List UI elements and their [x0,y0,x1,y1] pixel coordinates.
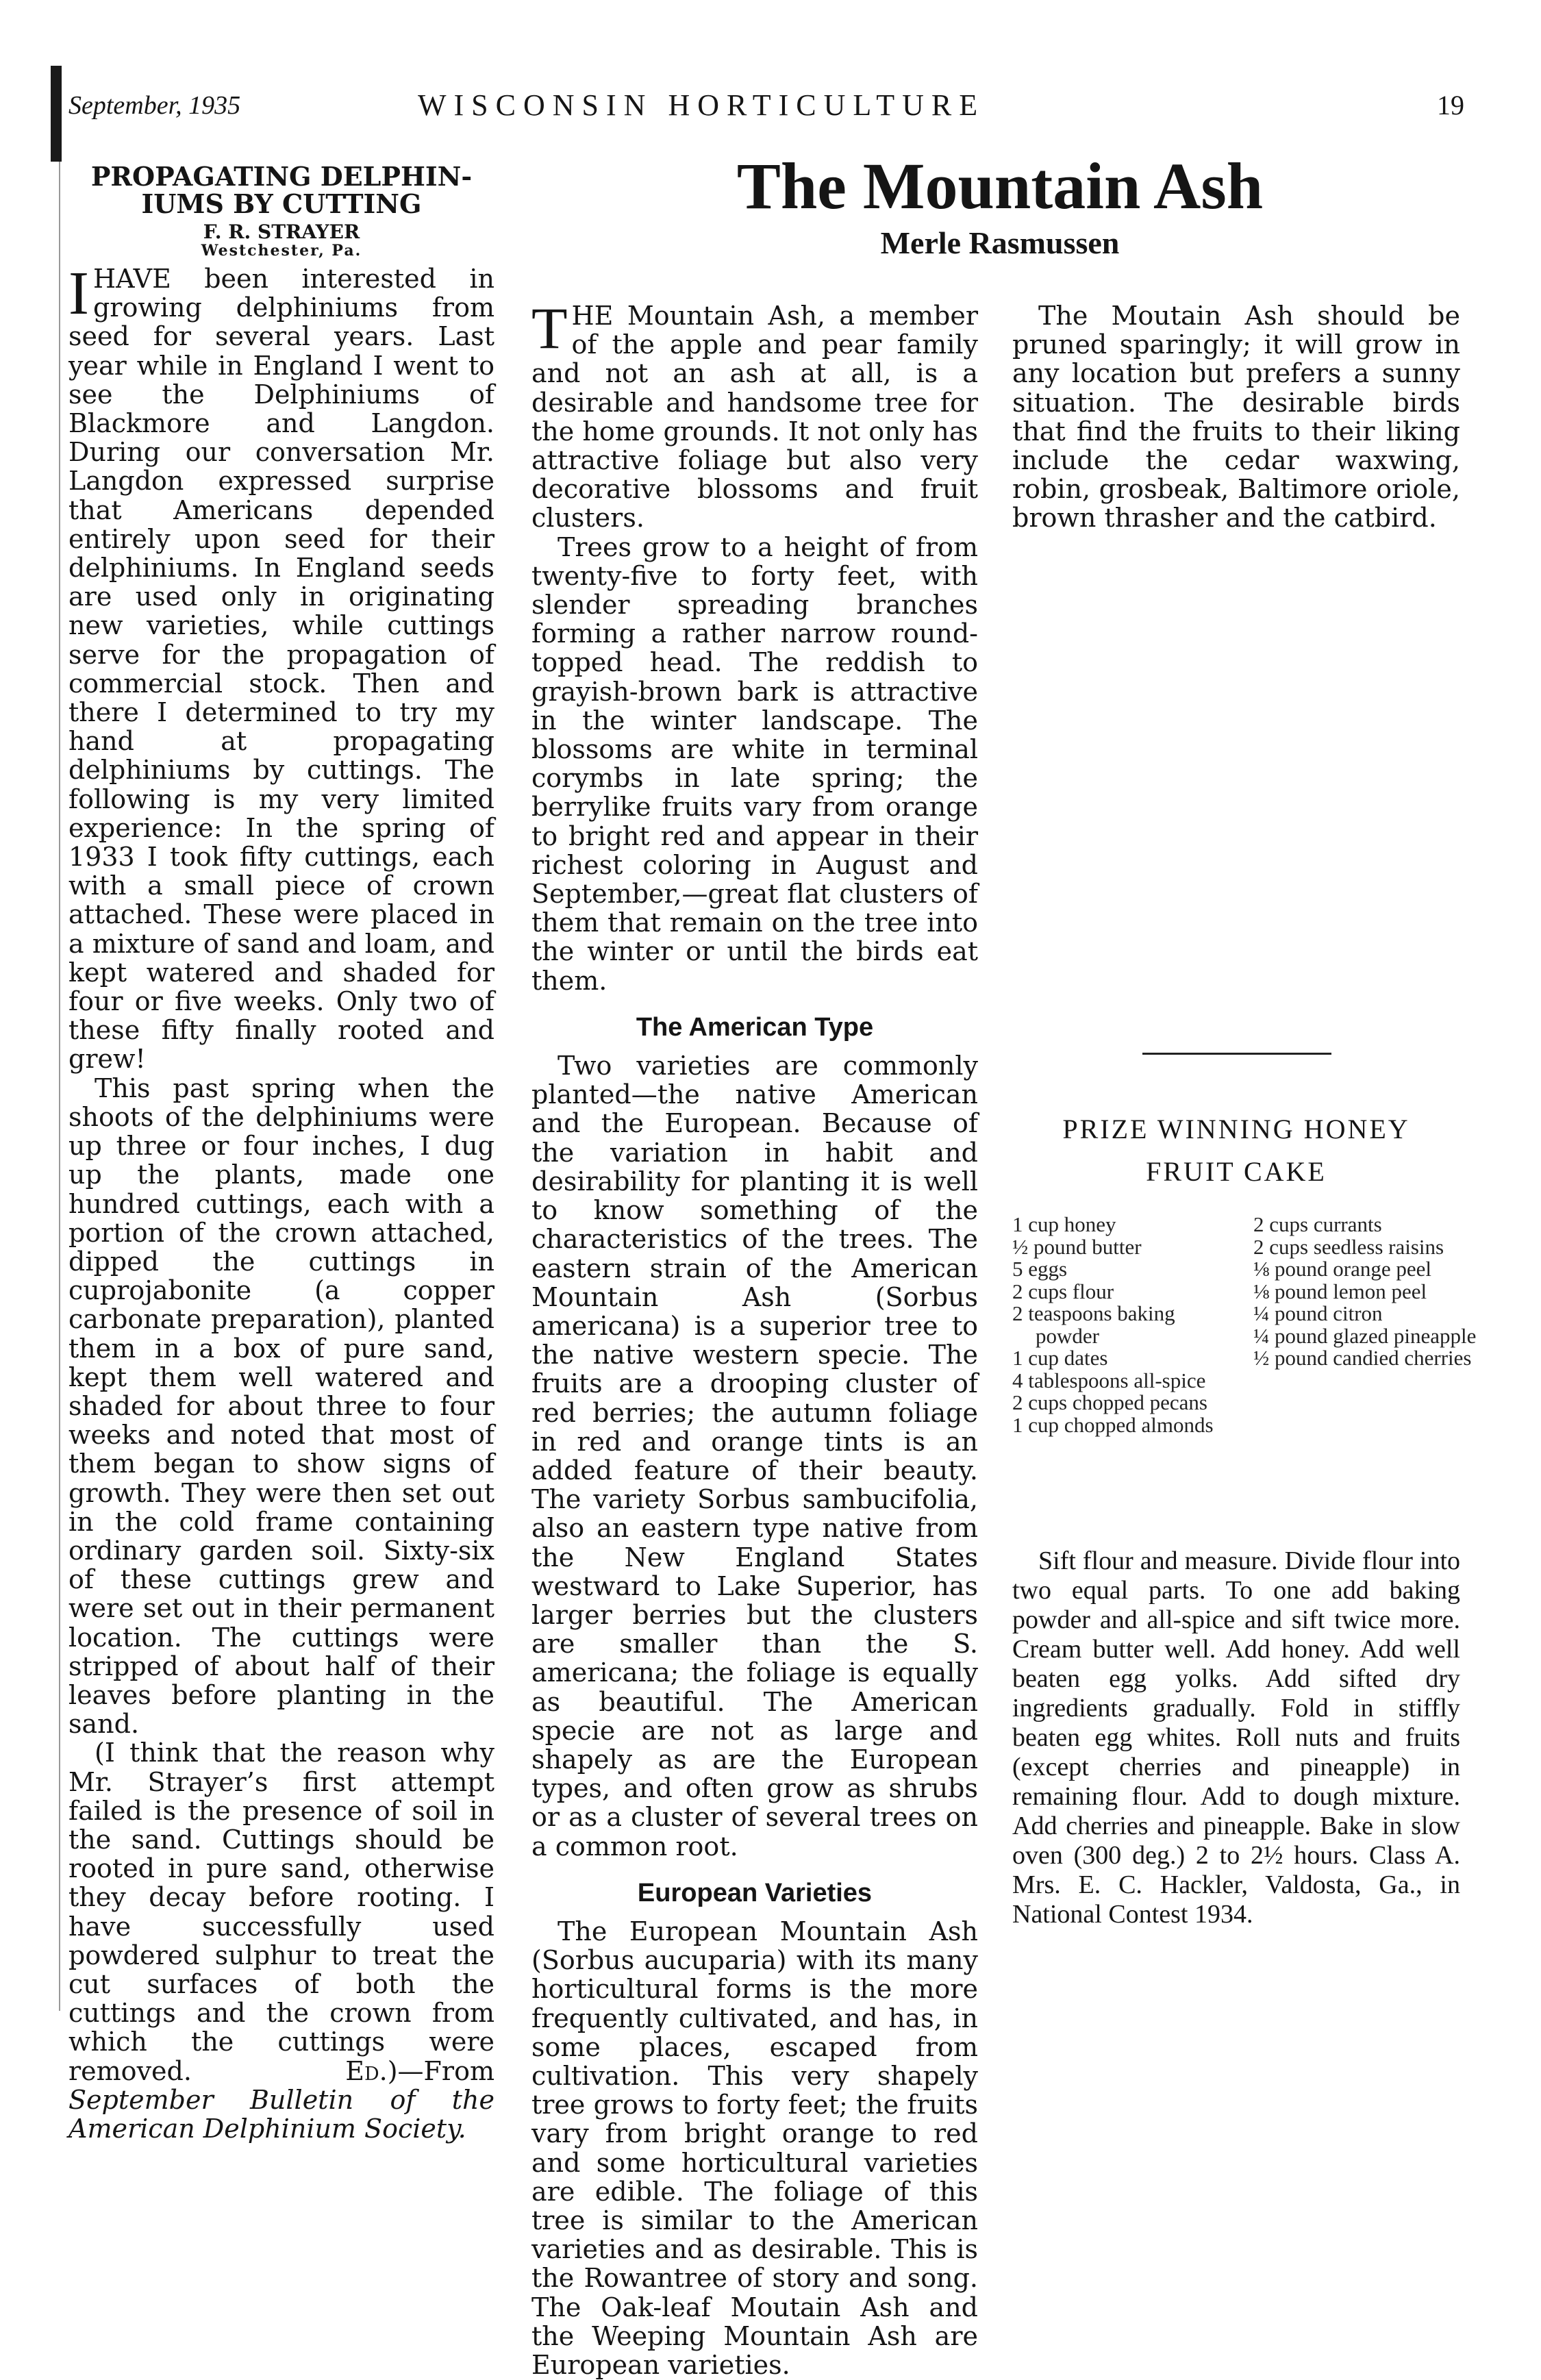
header-date: September, 1935 [68,91,241,120]
delphinium-dropcap: I [68,260,89,327]
mountain-ash-paragraph-1 [531,295,978,534]
mountain-ash-dropcap: T [531,295,568,361]
ingredient-item: ⅛ pound orange peel [1253,1257,1431,1281]
ingredient-item: 2 cups chopped pecans [1012,1390,1207,1414]
ingredient-item: 2 cups currants [1253,1212,1382,1236]
mountain-ash-author: Merle Rasmussen [880,225,1120,260]
mountain-ash-paragraph-5: The Moutain Ash should be pruned sparingly; it will grow in any location but prefers a sunny situation. The desirable birds that find the fruits to their liking include the cedar waxwing, robin, grosbeak, Baltimore oriole, brown thrasher and the catbird. [1012,301,1460,534]
delphinium-p3-text: (I think that the reason why Mr. Strayer’s first attempt failed is the presence of soil in the sand. Cuttings should be rooted in pure sand, otherwise they decay before rooting. I have successfully used powdered sulphur to treat the cut surfaces of both the cuttings and the crown from which the cuttings were removed. [68,1738,494,2086]
recipe-title-line2: FRUIT CAKE [1146,1156,1327,1187]
mountain-ash-paragraph-3: Two varieties are commonly planted—the native American and the European. Because of the variation in habit and desirability for planting it is well to know something of the characteristics of the trees. The eastern strain of the American Mountain Ash (Sorbus americana) is a superior tree to the native western specie. The fruits are a drooping cluster of red berries; the autumn foliage in red and orange tints is an added feature of their beauty. The variety Sorbus sambucifolia, also an eastern type native from the New England States westward to Lake Superior, has larger berries but the clusters are smaller than the S. americana; the foliage is equally as beautiful. The American specie are not as large and shapely as are the European types, and often grow as shrubs or as a cluster of several trees on a common root. [531,1051,978,1862]
delphinium-paragraph-3 [68,1738,494,2143]
mountain-ash-p1-text: HE Mountain Ash, a member of the apple and pear family and not an ash at all, is a desirable and handsome tree for the home grounds. It not only has attractive foliage but also very decorative blossoms and fruit clusters. [531,301,978,534]
ingredient-item: 1 cup honey [1012,1212,1116,1236]
ingredient-item: ¼ pound glazed pineapple [1253,1323,1477,1348]
ingredient-item: 1 cup chopped almonds [1012,1412,1214,1437]
ingredients-list-right [1253,1214,1479,1370]
ingredient-item: ⅛ pound lemon peel [1253,1279,1427,1303]
delphinium-title [68,163,494,218]
recipe-title [1012,1108,1460,1193]
recipe-title-line1: PRIZE WINNING HONEY [1062,1114,1410,1144]
header-journal-title: WISCONSIN HORTICULTURE [418,88,986,122]
mountain-ash-column-2 [1012,301,1460,533]
delphinium-location: Westchester, Pa. [201,242,362,260]
ingredients-list-left [1012,1214,1238,1436]
american-type-heading: The American Type [636,1012,874,1042]
delphinium-title-line1: PROPAGATING DELPHIN- [90,161,473,192]
ingredient-item: 5 eggs [1012,1257,1068,1281]
delphinium-editor-note: Ed. [345,2055,388,2086]
mountain-ash-title: The Mountain Ash [736,149,1264,223]
mountain-ash-column-1 [531,295,978,2380]
page-edge-bar [51,66,62,162]
ingredient-item: 2 cups seedless raisins [1253,1234,1444,1259]
column-margin-line [59,162,60,2011]
delphinium-p1-text: HAVE been interested in growing delphiniums from seed for several years. Last year while in England I went to see the Delphiniums of Blackmore and Langdon. During our conversation Mr. Langdon expressed surprise that Americans depended entirely upon seed for their delphiniums. In England seeds are used only in originating new varieties, while cuttings serve for the propagation of commercial stock. Then and there I determined to try my hand at propagating delphiniums by cuttings. The following is my very limited experience: In the spring of 1933 I took fifty cuttings, each with a small piece of crown attached. These were placed in a mixture of sand and loam, and kept watered and shaded for four or five weeks. Only two of these fifty finally rooted and grew! [68,264,494,1075]
delphinium-paragraph-2: This past spring when the shoots of the delphiniums were up three or four inches, I dug up the plants, made one hundred cuttings, each with a portion of the crown attached, dipped the cuttings in cuprojabonite (a copper carbonate preparation), planted them in a box of pure sand, kept them well watered and shaded for about three to four weeks and noted that most of them began to show signs of growth. They were then set out in the cold frame containing ordinary garden soil. Sixty-six of these cuttings grew and were set out in their permanent location. The cuttings were stripped of about half of their leaves before planting in the sand. [68,1073,494,1740]
mountain-ash-paragraph-2: Trees grow to a height of from twenty-five to forty feet, with slender spreading branches forming a rather narrow round-topped head. The reddish to grayish-brown bark is attractive in the winter landscape. The blossoms are white in terminal corymbs in late spring; the berrylike fruits vary from orange to bright red and appear in their richest coloring in August and September,—great flat clusters of them that remain on the tree into the winter or until the birds eat them. [531,531,978,996]
ingredient-item: 1 cup dates [1012,1346,1108,1370]
ingredient-item: 2 cups flour [1012,1279,1114,1303]
recipe-directions-text: Sift flour and measure. Divide flour into two equal parts. To one add baking powder and all-spice and sift twice more. Cream butter well. Add honey. Add well beaten egg yolks. Add sifted dry ingredients gradually. Fold in stiffly beaten egg whites. Roll nuts and fruits (except cherries and pineapple) in remaining flour. Add to dough mixture. Add cherries and pineapple. Bake in slow oven (300 deg.) 2 to 2½ hours. Class A. Mrs. E. C. Hackler, Valdosta, Ga., in National Contest 1934. [1012,1546,1460,1929]
ingredient-item: 2 teaspoons baking powder [1012,1301,1175,1348]
delphinium-article [68,159,494,2143]
delphinium-paragraph-1 [68,260,494,1075]
section-divider-rule [1142,1053,1331,1055]
delphinium-title-line2: IUMS BY CUTTING [141,188,422,219]
european-varieties-heading: European Varieties [637,1878,873,1907]
delphinium-source: September Bulletin of the American Delphinium Society. [68,2084,494,2144]
ingredient-item: ½ pound butter [1012,1234,1142,1259]
header-page-number: 19 [1437,90,1464,121]
ingredient-item: 4 tablespoons all-spice [1012,1368,1206,1392]
ingredient-item: ½ pound candied cherries [1253,1346,1472,1370]
delphinium-author: F. R. STRAYER [203,221,360,243]
delphinium-from: )—From [387,2055,494,2086]
mountain-ash-paragraph-4: The European Mountain Ash (Sorbus aucuparia) with its many horticultural forms is the more frequently cultivated, and has, in some places, escaped from cultivation. This very shapely tree grows to forty feet; the fruits vary from bright orange to red and some horticultural varieties are edible. The foliage of this tree is similar to the American varieties and as desirable. This is the Rowantree of story and song. The Oak-leaf Moutain Ash and the Weeping Mountain Ash are European varieties. [531,1916,978,2380]
ingredient-item: ¼ pound citron [1253,1301,1383,1325]
recipe-directions [1012,1546,1460,1929]
